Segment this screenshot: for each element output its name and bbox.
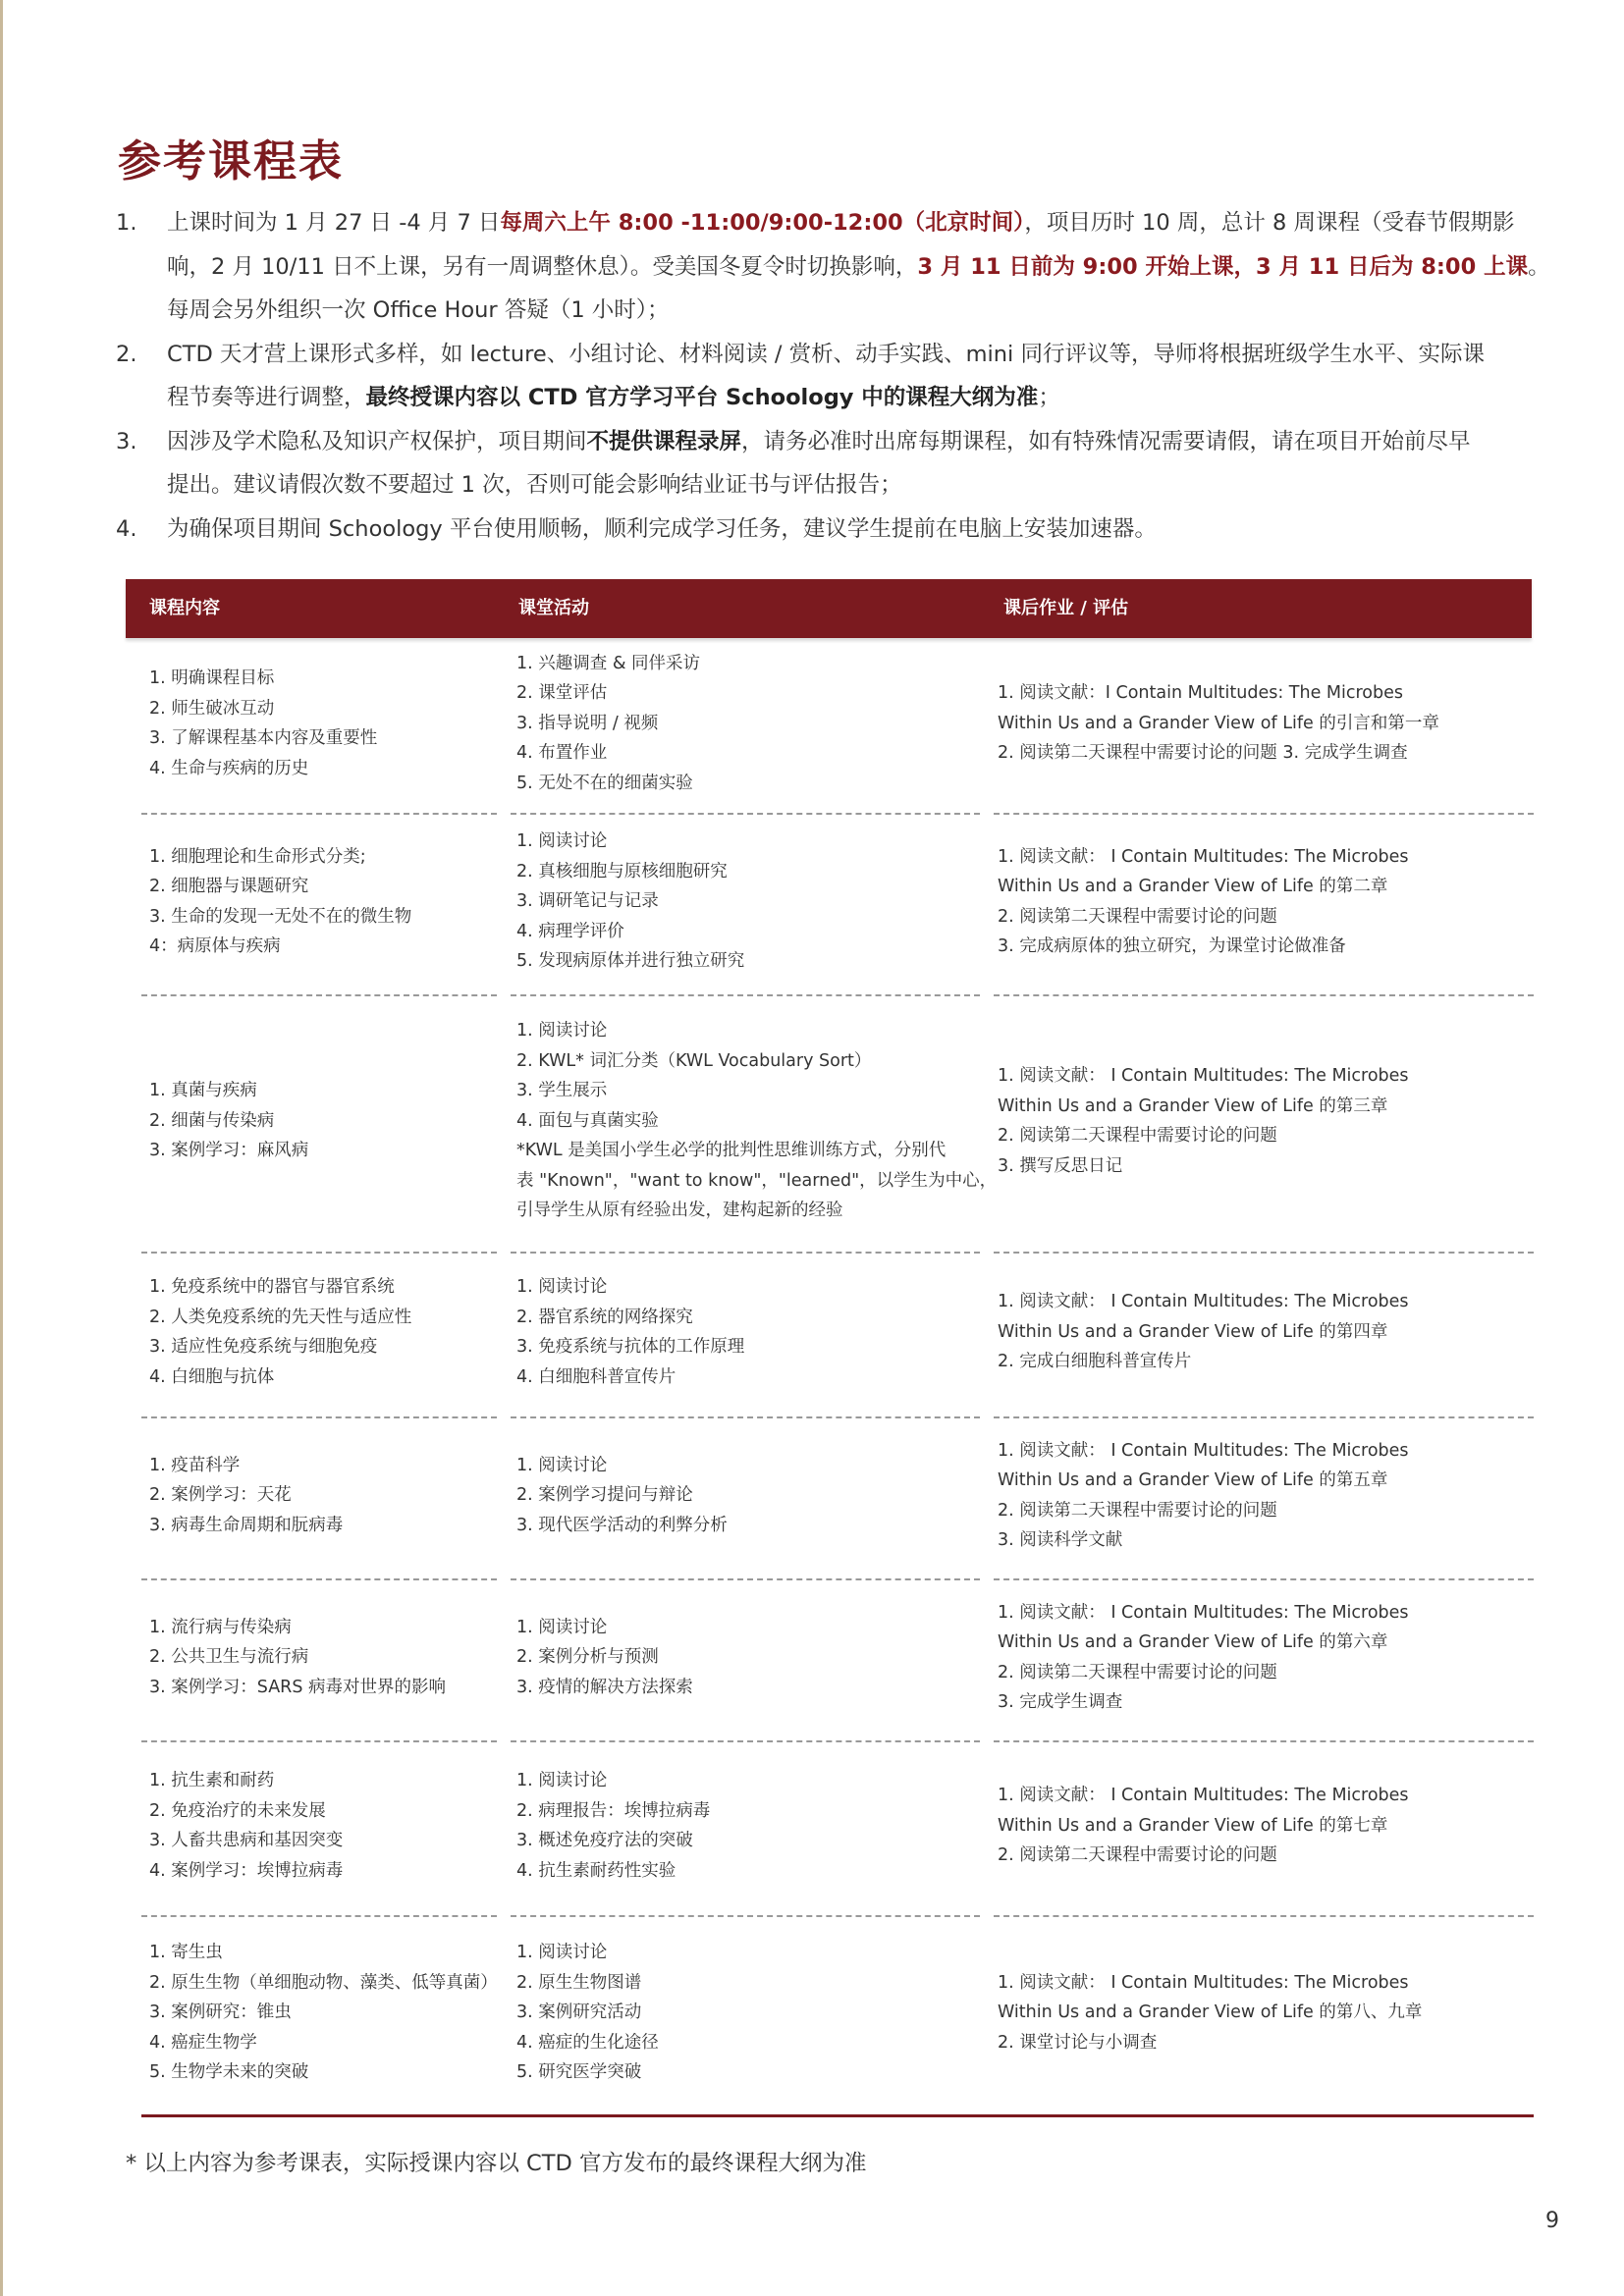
cell-line: 3. 现代医学活动的利弊分析 <box>516 1515 728 1535</box>
note-text: ，请务必准时出席每期课程，如有特殊情况需要请假，请在项目开始前尽早 <box>741 428 1471 454</box>
cell-line: 3. 免疫系统与抗体的工作原理 <box>516 1337 745 1357</box>
row-divider <box>141 994 497 996</box>
cell-line: 2. 免疫治疗的未来发展 <box>149 1800 326 1821</box>
cell-line: 1. 阅读讨论 <box>516 1617 608 1637</box>
note-text: 响，2 月 10/11 日不上课，另有一周调整休息）。受美国冬夏令时切换影响， <box>167 253 918 280</box>
row-divider <box>994 1578 1534 1580</box>
cell-homework <box>998 842 1409 962</box>
note-number: 3. <box>116 428 137 454</box>
header-content: 课程内容 <box>149 598 220 618</box>
cell-activities <box>516 1938 659 2088</box>
cell-line: Within Us and a Grander View of Life 的第三章 <box>998 1095 1388 1116</box>
cell-line: 2. 阅读第二天课程中需要讨论的问题 <box>998 1126 1277 1146</box>
note-text: 。 <box>1528 253 1550 280</box>
page-number: 9 <box>1545 2209 1559 2233</box>
page-edge-strip <box>0 0 3 2296</box>
note-line <box>167 333 1549 377</box>
cell-line: 1. 阅读讨论 <box>516 831 608 852</box>
cell-line: 2. 阅读第二天课程中需要讨论的问题 <box>998 1845 1277 1866</box>
cell-line: 2. 器官系统的网络探究 <box>516 1307 693 1327</box>
cell-line: 3. 疫情的解决方法探索 <box>516 1677 693 1697</box>
row-divider <box>141 1252 497 1254</box>
cell-line: 4. 白细胞科普宣传片 <box>516 1366 677 1387</box>
note-text: 上课时间为 1 月 27 日 -4 月 7 日 <box>167 210 501 236</box>
cell-line: 1. 阅读讨论 <box>516 1021 608 1041</box>
cell-line: 2. 细菌与传染病 <box>149 1110 275 1131</box>
cell-line: 2. 完成白细胞科普宣传片 <box>998 1352 1192 1372</box>
cell-line: Within Us and a Grander View of Life 的引言和第一章 <box>998 713 1439 733</box>
row-divider <box>994 1416 1534 1418</box>
cell-line: 3. 指导说明 / 视频 <box>516 713 659 733</box>
row-divider <box>511 1740 980 1742</box>
row-divider <box>994 1915 1534 1917</box>
cell-line: 2. 课堂讨论与小调查 <box>998 2032 1158 2053</box>
cell-activities <box>516 827 744 977</box>
note-text: 提出。建议请假次数不要超过 1 次，否则可能会影响结业证书与评估报告； <box>167 472 902 498</box>
note-emphasis: 3 月 11 日前为 9:00 开始上课，3 月 11 日后为 8:00 上课 <box>917 253 1529 280</box>
row-divider <box>141 1578 497 1580</box>
cell-line: 3. 学生展示 <box>516 1081 608 1101</box>
cell-line: 3. 病毒生命周期和朊病毒 <box>149 1515 344 1535</box>
note-text: 每周会另外组织一次 Office Hour 答疑（1 小时）； <box>167 297 670 323</box>
cell-line: 4. 案例学习：埃博拉病毒 <box>149 1860 344 1881</box>
cell-line: 1. 寄生虫 <box>149 1943 223 1963</box>
note-item <box>116 420 1549 507</box>
cell-line: 3. 完成学生调查 <box>998 1692 1123 1712</box>
cell-line: 1. 明确课程目标 <box>149 668 275 688</box>
cell-line: 4. 抗生素耐药性实验 <box>516 1860 677 1881</box>
note-number: 1. <box>116 210 137 236</box>
cell-line: 2. 原生生物图谱 <box>516 1972 642 1993</box>
cell-line: Within Us and a Grander View of Life 的第八、九章 <box>998 2002 1423 2023</box>
cell-line: 1. 阅读文献： I Contain Multitudes: The Microbes <box>998 846 1409 867</box>
cell-line: 2. KWL* 词汇分类（KWL Vocabulary Sort） <box>516 1050 872 1071</box>
cell-line: 1. 阅读文献： I Contain Multitudes: The Microbes <box>998 1602 1409 1623</box>
cell-line: 3. 适应性免疫系统与细胞免疫 <box>149 1337 378 1357</box>
cell-content <box>149 842 411 962</box>
cell-line: 3. 案例研究活动 <box>516 2002 642 2023</box>
cell-line: 4. 布置作业 <box>516 743 608 764</box>
cell-content <box>149 1076 308 1166</box>
row-divider <box>511 813 980 815</box>
note-text: 因涉及学术隐私及知识产权保护，项目期间 <box>167 428 587 454</box>
page-title: 参考课程表 <box>118 136 344 187</box>
note-line <box>167 245 1549 290</box>
cell-homework <box>998 1781 1409 1871</box>
cell-activities <box>516 1766 710 1886</box>
cell-line: 3. 调研笔记与记录 <box>516 891 659 912</box>
note-line <box>167 201 1549 245</box>
cell-line: 1. 阅读文献：I Contain Multitudes: The Microbes <box>998 683 1403 704</box>
cell-line: 2. 案例分析与预测 <box>516 1647 659 1668</box>
cell-line: 表 "Known"，"want to know"，"learned"，以学生为中心， <box>516 1170 998 1191</box>
cell-line: 3. 案例研究：锥虫 <box>149 2002 292 2023</box>
cell-line: 1. 阅读文献： I Contain Multitudes: The Microbes <box>998 1066 1409 1086</box>
cell-line: 1. 真菌与疾病 <box>149 1081 257 1101</box>
cell-line: 1. 抗生素和耐药 <box>149 1771 275 1790</box>
cell-line: 1. 兴趣调查 & 同伴采访 <box>516 653 701 673</box>
cell-line: 3. 案例学习：麻风病 <box>149 1141 309 1161</box>
note-line <box>167 420 1549 464</box>
cell-line: 1. 阅读讨论 <box>516 1455 608 1475</box>
cell-line: 2. 课堂评估 <box>516 683 608 704</box>
note-text: ； <box>1038 385 1060 410</box>
cell-line: 2. 原生生物（单细胞动物、藻类、低等真菌） <box>149 1972 498 1993</box>
cell-line: Within Us and a Grander View of Life 的第四章 <box>998 1321 1388 1342</box>
cell-line: 5. 无处不在的细菌实验 <box>516 773 693 793</box>
row-divider <box>511 1915 980 1917</box>
cell-line: 1. 阅读文献： I Contain Multitudes: The Microbes <box>998 1972 1409 1993</box>
note-item <box>116 507 1549 552</box>
cell-line: 4. 面包与真菌实验 <box>516 1110 659 1131</box>
note-number: 2. <box>116 341 137 367</box>
cell-line: 3. 生命的发现一无处不在的微生物 <box>149 906 412 927</box>
cell-line: 3. 完成病原体的独立研究，为课堂讨论做准备 <box>998 936 1346 956</box>
cell-line: 2. 细胞器与课题研究 <box>149 877 309 896</box>
note-text: 程节奏等进行调整， <box>167 385 366 410</box>
cell-line: 3. 案例学习：SARS 病毒对世界的影响 <box>149 1677 446 1697</box>
note-emphasis: 最终授课内容以 CTD 官方学习平台 Schoology 中的课程大纲为准 <box>365 385 1039 410</box>
cell-line: 3. 人畜共患病和基因突变 <box>149 1831 344 1850</box>
cell-line: 1. 免疫系统中的器官与器官系统 <box>149 1277 395 1297</box>
cell-homework <box>998 678 1439 769</box>
row-divider <box>994 994 1534 996</box>
row-divider <box>511 1578 980 1580</box>
note-text: 为确保项目期间 Schoology 平台使用顺畅，顺利完成学习任务，建议学生提前在电脑上安装加速器。 <box>167 515 1157 542</box>
cell-line: 1. 阅读文献： I Contain Multitudes: The Microbes <box>998 1786 1409 1806</box>
cell-homework <box>998 1061 1409 1181</box>
cell-line: 1. 细胞理论和生命形式分类; <box>149 846 366 867</box>
cell-content <box>149 664 377 783</box>
note-line <box>167 289 1549 333</box>
note-emphasis: 不提供课程录屏 <box>586 428 742 454</box>
cell-activities <box>516 1016 997 1226</box>
cell-line: 2. 案例学习提问与辩论 <box>516 1485 693 1506</box>
cell-line: 2. 案例学习：天花 <box>149 1485 292 1506</box>
cell-line: *KWL 是美国小学生必学的批判性思维训练方式，分别代 <box>516 1141 947 1161</box>
note-line <box>167 463 1549 507</box>
cell-line: 2. 公共卫生与流行病 <box>149 1647 309 1668</box>
cell-line: 2. 阅读第二天课程中需要讨论的问题 <box>998 906 1277 927</box>
cell-line: 1. 阅读讨论 <box>516 1771 608 1790</box>
cell-line: Within Us and a Grander View of Life 的第六章 <box>998 1632 1388 1652</box>
cell-line: 1. 流行病与传染病 <box>149 1617 292 1637</box>
cell-line: 4：病原体与疾病 <box>149 936 281 956</box>
cell-line: 引导学生从原有经验出发，建构起新的经验 <box>516 1201 843 1221</box>
cell-line: 2. 阅读第二天课程中需要讨论的问题 <box>998 1500 1277 1521</box>
cell-line: 1. 阅读文献： I Contain Multitudes: The Microbes <box>998 1292 1409 1312</box>
cell-content <box>149 1272 411 1392</box>
row-divider <box>511 1252 980 1254</box>
table-bottom-rule <box>141 2114 1534 2117</box>
cell-line: 1. 阅读文献： I Contain Multitudes: The Microbes <box>998 1440 1409 1461</box>
cell-line: 1. 阅读讨论 <box>516 1277 608 1297</box>
cell-line: 4. 白细胞与抗体 <box>149 1366 275 1387</box>
notes-list <box>116 201 1549 551</box>
row-divider <box>994 1252 1534 1254</box>
cell-line: Within Us and a Grander View of Life 的第五章 <box>998 1470 1388 1490</box>
cell-activities <box>516 1272 744 1392</box>
cell-line: 2. 师生破冰互动 <box>149 698 275 719</box>
note-number: 4. <box>116 515 137 542</box>
row-divider <box>141 813 497 815</box>
cell-line: 3. 撰写反思日记 <box>998 1155 1123 1176</box>
cell-line: 3. 概述免疫疗法的突破 <box>516 1831 693 1850</box>
cell-content <box>149 1766 343 1886</box>
note-line <box>167 507 1549 552</box>
note-item <box>116 333 1549 420</box>
cell-line: 1. 疫苗科学 <box>149 1455 241 1475</box>
cell-homework <box>998 1436 1409 1556</box>
cell-line: Within Us and a Grander View of Life 的第七章 <box>998 1815 1388 1836</box>
cell-line: 5. 发现病原体并进行独立研究 <box>516 951 745 972</box>
cell-content <box>149 1613 446 1703</box>
cell-content <box>149 1938 498 2088</box>
cell-line: 5. 研究医学突破 <box>516 2062 642 2083</box>
cell-activities <box>516 1451 728 1541</box>
cell-line: 4. 癌症生物学 <box>149 2032 257 2053</box>
cell-line: 2. 人类免疫系统的先天性与适应性 <box>149 1307 412 1327</box>
cell-homework <box>998 1598 1409 1718</box>
note-emphasis: 每周六上午 8:00 -11:00/9:00-12:00（北京时间） <box>500 210 1025 236</box>
cell-line: 2. 阅读第二天课程中需要讨论的问题 3. 完成学生调查 <box>998 743 1408 764</box>
cell-content <box>149 1451 343 1541</box>
cell-activities <box>516 649 700 799</box>
cell-line: 2. 真核细胞与原核细胞研究 <box>516 861 728 881</box>
row-divider <box>141 1915 497 1917</box>
header-homework: 课后作业 / 评估 <box>1003 598 1129 618</box>
row-divider <box>994 1740 1534 1742</box>
note-item <box>116 201 1549 333</box>
cell-line: 3. 阅读科学文献 <box>998 1530 1123 1550</box>
cell-line: 5. 生物学未来的突破 <box>149 2062 309 2083</box>
row-divider <box>141 1416 497 1418</box>
cell-line: Within Us and a Grander View of Life 的第二章 <box>998 877 1388 896</box>
cell-line: 2. 病理报告：埃博拉病毒 <box>516 1800 711 1821</box>
cell-line: 4. 生命与疾病的历史 <box>149 758 309 778</box>
cell-line: 2. 阅读第二天课程中需要讨论的问题 <box>998 1662 1277 1682</box>
row-divider <box>141 1740 497 1742</box>
note-text: ，项目历时 10 周，总计 8 周课程（受春节假期影 <box>1024 210 1515 236</box>
row-divider <box>511 994 980 996</box>
cell-activities <box>516 1613 693 1703</box>
cell-line: 3. 了解课程基本内容及重要性 <box>149 728 378 748</box>
cell-homework <box>998 1287 1409 1377</box>
row-divider <box>994 813 1534 815</box>
row-divider <box>511 1416 980 1418</box>
cell-line: 4. 癌症的生化途径 <box>516 2032 659 2053</box>
header-activities: 课堂活动 <box>518 598 589 618</box>
note-text: CTD 天才营上课形式多样，如 lecture、小组讨论、材料阅读 / 赏析、动手实践、mini 同行评议等，导师将根据班级学生水平、实际课 <box>167 341 1485 367</box>
note-line <box>167 376 1549 420</box>
cell-line: 4. 病理学评价 <box>516 921 624 941</box>
footnote: * 以上内容为参考课表，实际授课内容以 CTD 官方发布的最终课程大纲为准 <box>126 2151 867 2176</box>
cell-homework <box>998 1968 1422 2058</box>
table-header <box>126 579 1532 638</box>
cell-line: 1. 阅读讨论 <box>516 1943 608 1963</box>
